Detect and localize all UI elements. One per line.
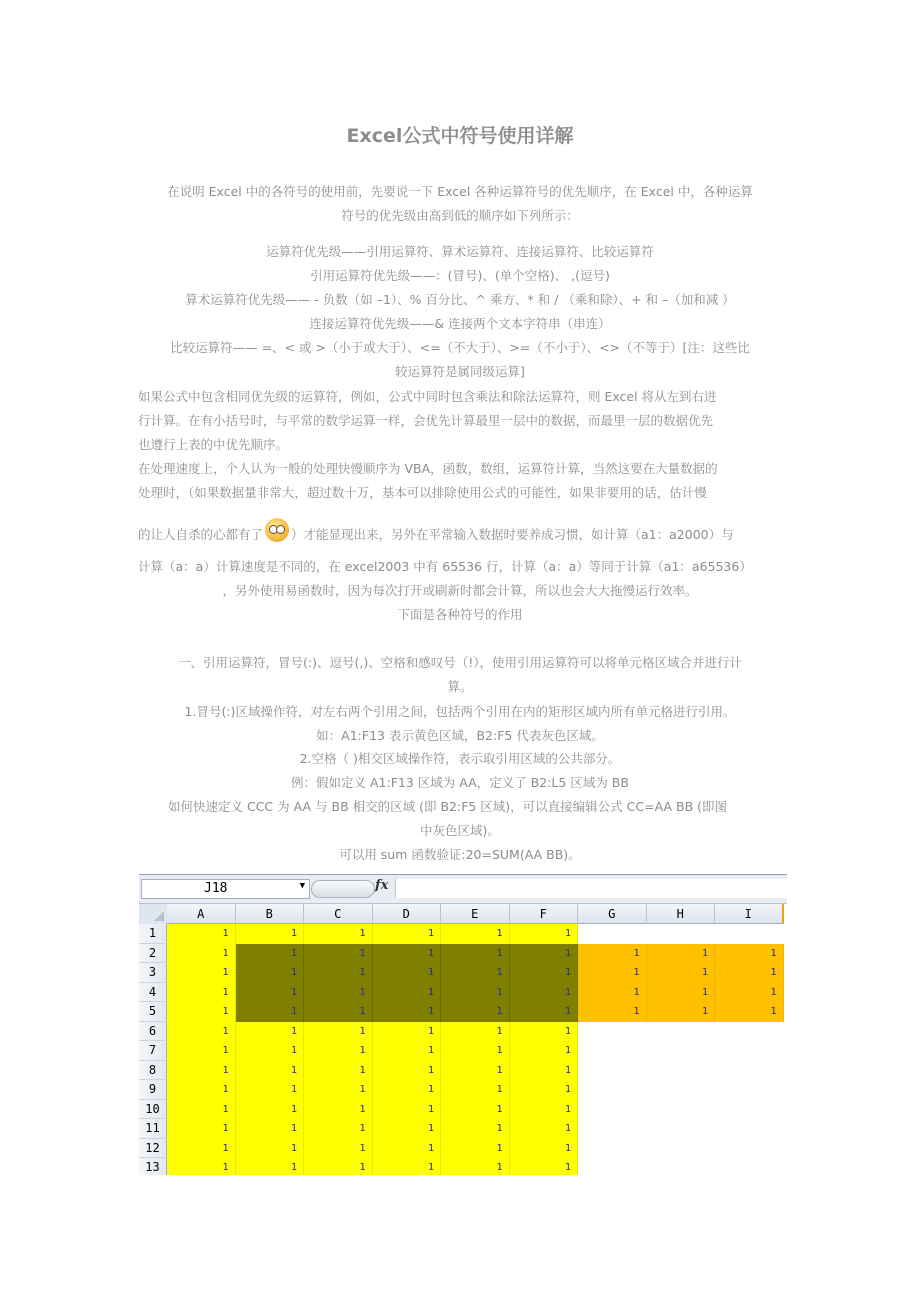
cell-C7[interactable]: 1 [304, 1041, 373, 1061]
cell-F4[interactable]: 1 [510, 983, 579, 1003]
cell-A8[interactable]: 1 [167, 1061, 236, 1081]
priority-overall: 运算符优先级——引用运算符、算术运算符、连接运算符、比较运算符 [266, 244, 654, 259]
row-header-3[interactable]: 3 [139, 963, 167, 983]
cell-D3[interactable]: 1 [373, 963, 442, 983]
cell-I2[interactable]: 1 [715, 944, 784, 964]
cell-B4[interactable]: 1 [236, 983, 305, 1003]
column-header-D[interactable]: D [373, 904, 442, 924]
speed-line-3b: ）才能显现出来，另外在平常输入数据时要养成习惯，如计算（a1：a2000）与 [291, 527, 734, 542]
cell-B1[interactable]: 1 [236, 924, 305, 944]
priority-comparison-note: 较运算符是属同级运算] [395, 364, 525, 379]
cell-D12[interactable]: 1 [373, 1139, 442, 1159]
formula-input[interactable] [395, 879, 787, 898]
cell-F2[interactable]: 1 [510, 944, 579, 964]
cell-H2[interactable]: 1 [647, 944, 716, 964]
cell-C8[interactable]: 1 [304, 1061, 373, 1081]
cell-F3[interactable]: 1 [510, 963, 579, 983]
cell-E13[interactable]: 1 [441, 1158, 510, 1175]
cell-E9[interactable]: 1 [441, 1080, 510, 1100]
cell-D4[interactable]: 1 [373, 983, 442, 1003]
cell-B5[interactable]: 1 [236, 1002, 305, 1022]
speed-line-2: 处理时，（如果数据量非常大，超过数十万，基本可以排除使用公式的可能性，如果非要用的话，估计慢 [138, 485, 707, 500]
speed-line-5: ，另外使用易函数时，因为每次打开或刷新时都会计算，所以也会大大拖慢运行效率。 [222, 583, 698, 598]
speed-line-4: 计算（a：a）计算速度是不同的，在 excel2003 中有 65536 行，计算（a：a）等同于计算（a1：a65536） [138, 559, 752, 574]
row-header-7[interactable]: 7 [139, 1041, 167, 1061]
cell-C5[interactable]: 1 [304, 1002, 373, 1022]
cell-C1[interactable]: 1 [304, 924, 373, 944]
row-header-10[interactable]: 10 [139, 1100, 167, 1120]
cell-G3[interactable]: 1 [578, 963, 647, 983]
cell-E11[interactable]: 1 [441, 1119, 510, 1139]
space-line-3: 如何快速定义 CCC 为 AA 与 BB 相交的区域 (即 B2:F5 区域)，可以直接编辑公式 CC=AA BB (即图 [168, 799, 728, 814]
cell-E2[interactable]: 1 [441, 944, 510, 964]
cell-B6[interactable]: 1 [236, 1022, 305, 1042]
cell-C6[interactable]: 1 [304, 1022, 373, 1042]
cell-D10[interactable]: 1 [373, 1100, 442, 1120]
cell-A3[interactable]: 1 [167, 963, 236, 983]
cell-A10[interactable]: 1 [167, 1100, 236, 1120]
row-header-4[interactable]: 4 [139, 983, 167, 1003]
cell-E1[interactable]: 1 [441, 924, 510, 944]
row-header-1[interactable]: 1 [139, 924, 167, 944]
intro-line-1: 在说明 Excel 中的各符号的使用前，先要说一下 Excel 各种运算符号的优先顺序，在 Excel 中，各种运算 [167, 184, 753, 199]
cell-D2[interactable]: 1 [373, 944, 442, 964]
space-line-1: 2.空格（ )相交区域操作符，表示取引用区域的公共部分。 [299, 751, 621, 766]
cell-C4[interactable]: 1 [304, 983, 373, 1003]
column-header-I[interactable]: I [715, 904, 784, 924]
cell-H3[interactable]: 1 [647, 963, 716, 983]
cell-I5[interactable]: 1 [715, 1002, 784, 1022]
cell-C9[interactable]: 1 [304, 1080, 373, 1100]
row-header-2[interactable]: 2 [139, 944, 167, 964]
cell-F10[interactable]: 1 [510, 1100, 579, 1120]
cell-D8[interactable]: 1 [373, 1061, 442, 1081]
select-all-corner[interactable] [139, 904, 168, 925]
cell-F11[interactable]: 1 [510, 1119, 579, 1139]
row-header-12[interactable]: 12 [139, 1139, 167, 1159]
cell-B12[interactable]: 1 [236, 1139, 305, 1159]
page-title: Excel公式中符号使用详解 [346, 125, 574, 147]
cell-I4[interactable]: 1 [715, 983, 784, 1003]
section1-line-2: 算。 [447, 679, 473, 694]
speed-paragraph [138, 457, 782, 505]
cell-A6[interactable]: 1 [167, 1022, 236, 1042]
cell-F1[interactable]: 1 [510, 924, 579, 944]
formula-bar-handle[interactable] [311, 880, 375, 898]
name-box[interactable] [141, 879, 310, 899]
cell-E8[interactable]: 1 [441, 1061, 510, 1081]
cell-E7[interactable]: 1 [441, 1041, 510, 1061]
cell-G4[interactable]: 1 [578, 983, 647, 1003]
chevron-down-icon[interactable]: ▼ [299, 881, 305, 891]
cell-B2[interactable]: 1 [236, 944, 305, 964]
priority-arithmetic: 算术运算符优先级—— - 负数（如 –1）、% 百分比、^ 乘方、* 和 / （乘和除）、+ 和 –（加和减 ） [185, 292, 735, 307]
column-header-G[interactable]: G [578, 904, 647, 924]
cell-H5[interactable]: 1 [647, 1002, 716, 1022]
colon-operator [138, 700, 782, 748]
same-priority-paragraph [138, 385, 782, 457]
excel-screenshot [139, 874, 787, 1175]
cell-B3[interactable]: 1 [236, 963, 305, 983]
cell-B10[interactable]: 1 [236, 1100, 305, 1120]
row-header-9[interactable]: 9 [139, 1080, 167, 1100]
colon-line-1: 1.冒号(:)区域操作符，对左右两个引用之间，包括两个引用在内的矩形区域内所有单元格进行引用。 [184, 704, 736, 719]
section-reference-operators [138, 651, 782, 699]
cell-E4[interactable]: 1 [441, 983, 510, 1003]
name-box-value: J18 [204, 881, 228, 896]
cell-C3[interactable]: 1 [304, 963, 373, 983]
cell-F5[interactable]: 1 [510, 1002, 579, 1022]
same-priority-line-2: 行计算。在有小括号时，与平常的数学运算一样，会优先计算最里一层中的数据，而最里一层的数据优先 [138, 413, 714, 428]
cell-H4[interactable]: 1 [647, 983, 716, 1003]
space-operator [138, 747, 782, 867]
column-header-F[interactable]: F [510, 904, 579, 924]
cell-B8[interactable]: 1 [236, 1061, 305, 1081]
row-header-5[interactable]: 5 [139, 1002, 167, 1022]
row-header-6[interactable]: 6 [139, 1022, 167, 1042]
priority-concatenation: 连接运算符优先级——& 连接两个文本字符串（串连） [309, 316, 611, 331]
cell-A11[interactable]: 1 [167, 1119, 236, 1139]
cell-D9[interactable]: 1 [373, 1080, 442, 1100]
cell-D7[interactable]: 1 [373, 1041, 442, 1061]
cell-D5[interactable]: 1 [373, 1002, 442, 1022]
cell-B7[interactable]: 1 [236, 1041, 305, 1061]
speed-paragraph-cont [138, 518, 782, 547]
space-line-4: 中灰色区域)。 [420, 823, 500, 838]
section1-line-1: 一、引用运算符，冒号(:)、逗号(,)、空格和感叹号（!），使用引用运算符可以将单元格区域合并进行计 [178, 655, 742, 670]
cell-F8[interactable]: 1 [510, 1061, 579, 1081]
cell-B13[interactable]: 1 [236, 1158, 305, 1175]
cell-E5[interactable]: 1 [441, 1002, 510, 1022]
cell-C2[interactable]: 1 [304, 944, 373, 964]
cell-F6[interactable]: 1 [510, 1022, 579, 1042]
row-header-11[interactable]: 11 [139, 1119, 167, 1139]
space-line-5: 可以用 sum 函数验证:20=SUM(AA BB)。 [339, 847, 581, 862]
cell-F7[interactable]: 1 [510, 1041, 579, 1061]
cell-D13[interactable]: 1 [373, 1158, 442, 1175]
fx-icon[interactable]: fx [375, 878, 389, 893]
cell-E6[interactable]: 1 [441, 1022, 510, 1042]
cell-A12[interactable]: 1 [167, 1139, 236, 1159]
cell-F12[interactable]: 1 [510, 1139, 579, 1159]
column-header-B[interactable]: B [236, 904, 305, 924]
cell-F9[interactable]: 1 [510, 1080, 579, 1100]
cell-A7[interactable]: 1 [167, 1041, 236, 1061]
priority-comparison: 比较运算符—— =、< 或 >（小于或大于）、<=（不大于）、>=（不小于）、<>（不等于）[注：这些比 [170, 340, 750, 355]
cell-D6[interactable]: 1 [373, 1022, 442, 1042]
intro-line-2: 符号的优先级由高到低的顺序如下列所示： [341, 208, 579, 223]
cell-A4[interactable]: 1 [167, 983, 236, 1003]
speed-line-1: 在处理速度上，个人认为一般的处理快慢顺序为 VBA，函数，数组，运算符计算，当然这要在大量数据的 [138, 461, 718, 476]
space-line-2: 例：假如定义 A1:F13 区域为 AA，定义了 B2:L5 区域为 BB [291, 775, 629, 790]
cell-C13[interactable]: 1 [304, 1158, 373, 1175]
face-icon [265, 518, 289, 542]
formula-bar [139, 874, 787, 904]
cell-A9[interactable]: 1 [167, 1080, 236, 1100]
cell-A2[interactable]: 1 [167, 944, 236, 964]
cell-D1[interactable]: 1 [373, 924, 442, 944]
speed-paragraph-end [138, 555, 782, 603]
colon-line-2: 如：A1:F13 表示黄色区域，B2:F5 代表灰色区域。 [316, 728, 604, 743]
cell-F13[interactable]: 1 [510, 1158, 579, 1175]
cell-E10[interactable]: 1 [441, 1100, 510, 1120]
cell-I3[interactable]: 1 [715, 963, 784, 983]
cell-A1[interactable]: 1 [167, 924, 236, 944]
cell-C11[interactable]: 1 [304, 1119, 373, 1139]
below-heading: 下面是各种符号的作用 [397, 607, 523, 622]
cell-C12[interactable]: 1 [304, 1139, 373, 1159]
row-header-8[interactable]: 8 [139, 1061, 167, 1081]
column-header-C[interactable]: C [304, 904, 373, 924]
cell-E3[interactable]: 1 [441, 963, 510, 983]
same-priority-line-1: 如果公式中包含相同优先级的运算符，例如，公式中同时包含乘法和除法运算符，则 Excel 将从左到右进 [138, 389, 717, 404]
cell-D11[interactable]: 1 [373, 1119, 442, 1139]
intro-paragraph [138, 180, 782, 228]
same-priority-line-3: 也遵行上表的中优先顺序。 [138, 437, 289, 452]
cell-G2[interactable]: 1 [578, 944, 647, 964]
priority-list [138, 240, 782, 384]
cell-E12[interactable]: 1 [441, 1139, 510, 1159]
cell-C10[interactable]: 1 [304, 1100, 373, 1120]
column-header-A[interactable]: A [167, 904, 236, 924]
cell-A5[interactable]: 1 [167, 1002, 236, 1022]
row-header-13[interactable]: 13 [139, 1158, 167, 1175]
cell-B11[interactable]: 1 [236, 1119, 305, 1139]
speed-line-3a: 的让人自杀的心都有了 [138, 527, 264, 542]
cell-A13[interactable]: 1 [167, 1158, 236, 1175]
cell-G5[interactable]: 1 [578, 1002, 647, 1022]
column-header-E[interactable]: E [441, 904, 510, 924]
column-header-H[interactable]: H [647, 904, 716, 924]
cell-B9[interactable]: 1 [236, 1080, 305, 1100]
priority-reference: 引用运算符优先级——：(冒号)、(单个空格)、 ,(逗号) [310, 268, 610, 283]
